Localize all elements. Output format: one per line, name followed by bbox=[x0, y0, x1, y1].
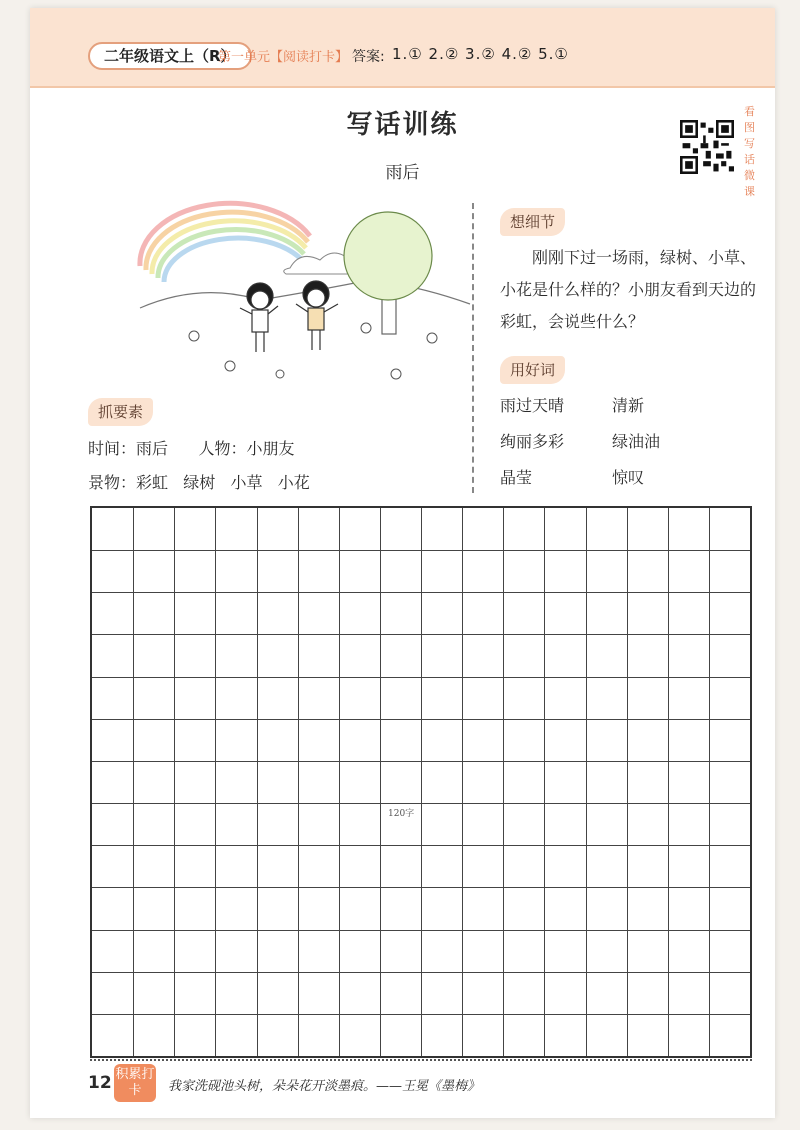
grid-row-line bbox=[92, 761, 750, 762]
grid-column-line bbox=[298, 508, 299, 1056]
grid-column-line bbox=[380, 508, 381, 1056]
word: 绚丽多彩 bbox=[500, 432, 565, 451]
grid-column-line bbox=[709, 508, 710, 1056]
grid-row-line bbox=[92, 803, 750, 804]
page-number: 12 bbox=[88, 1073, 112, 1093]
grid-column-line bbox=[133, 508, 134, 1056]
grid-column-line bbox=[339, 508, 340, 1056]
time-and-people: 时间：雨后 人物：小朋友 bbox=[88, 439, 295, 458]
answer-label: 答案: bbox=[352, 49, 385, 65]
word-row bbox=[500, 428, 762, 464]
word: 晶莹 bbox=[500, 468, 533, 487]
word: 清新 bbox=[612, 396, 645, 415]
grid-row-line bbox=[92, 887, 750, 888]
grid-column-line bbox=[215, 508, 216, 1056]
micro-lesson-label: 看图写话微课 bbox=[744, 105, 755, 198]
grid-column-line bbox=[668, 508, 669, 1056]
footer-divider bbox=[90, 1059, 752, 1061]
grid-row-line bbox=[92, 972, 750, 973]
header-band bbox=[30, 8, 775, 88]
child-left bbox=[240, 283, 278, 352]
topic-subtitle: 雨后 bbox=[385, 163, 420, 183]
word-count-mark: 120字 bbox=[388, 809, 415, 819]
grid-row-line bbox=[92, 845, 750, 846]
word: 雨过天晴 bbox=[500, 396, 565, 415]
page-title: 写话训练 bbox=[346, 110, 459, 140]
elements-tag: 抓要素 bbox=[88, 398, 153, 426]
writing-grid[interactable] bbox=[90, 506, 752, 1058]
grid-row-line bbox=[92, 677, 750, 678]
grid-column-line bbox=[421, 508, 422, 1056]
grid-row-line bbox=[92, 634, 750, 635]
scenery-list: 景物：彩虹 绿树 小草 小花 bbox=[88, 473, 310, 492]
poem-quote: 我家洗砚池头树，朵朵花开淡墨痕。——王冕《墨梅》 bbox=[168, 1079, 481, 1094]
grid-column-line bbox=[462, 508, 463, 1056]
section-divider bbox=[472, 203, 474, 493]
flowers bbox=[189, 323, 437, 379]
tree-crown bbox=[344, 212, 432, 300]
qr-code-icon[interactable] bbox=[680, 120, 734, 174]
grid-column-line bbox=[257, 508, 258, 1056]
grid-row-line bbox=[92, 1014, 750, 1015]
grid-column-line bbox=[503, 508, 504, 1056]
grid-column-line bbox=[174, 508, 175, 1056]
book-label: 二年级语文上（R） bbox=[88, 42, 252, 70]
child-right bbox=[296, 281, 338, 350]
word-bank bbox=[500, 392, 762, 500]
word: 惊叹 bbox=[612, 468, 645, 487]
rainbow-illustration bbox=[120, 196, 480, 396]
grid-column-line bbox=[586, 508, 587, 1056]
grid-row-line bbox=[92, 550, 750, 551]
words-tag: 用好词 bbox=[500, 356, 565, 384]
word-row bbox=[500, 392, 762, 428]
grid-row-line bbox=[92, 719, 750, 720]
grid-column-line bbox=[627, 508, 628, 1056]
word-row bbox=[500, 464, 762, 500]
grid-row-line bbox=[92, 930, 750, 931]
accumulate-badge: 积累打卡 bbox=[114, 1064, 156, 1102]
grid-row-line bbox=[92, 592, 750, 593]
details-tag: 想细节 bbox=[500, 208, 565, 236]
word: 绿油油 bbox=[612, 432, 661, 451]
answer-key: 1.① 2.② 3.② 4.② 5.① bbox=[392, 45, 569, 63]
details-prompt: 刚刚下过一场雨，绿树、小草、小花是什么样的？小朋友看到天边的彩虹，会说些什么？ bbox=[500, 248, 757, 331]
grid-column-line bbox=[544, 508, 545, 1056]
workbook-page bbox=[30, 8, 775, 1118]
unit-label: 第一单元【阅读打卡】 bbox=[218, 50, 349, 65]
